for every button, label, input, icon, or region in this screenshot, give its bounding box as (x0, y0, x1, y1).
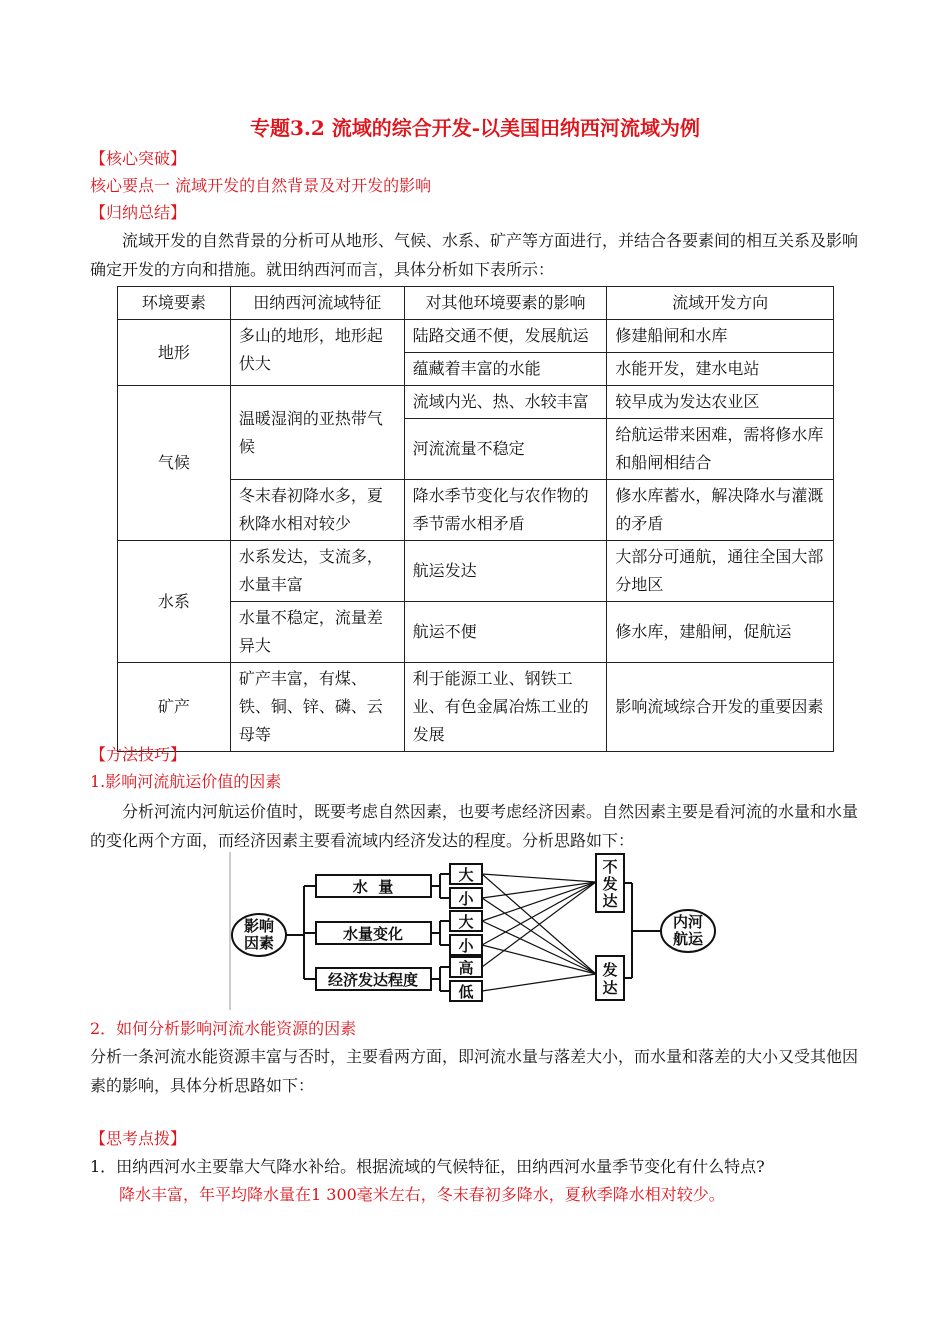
impact-cell: 利于能源工业、钢铁工业、有色金属冶炼工业的发展 (404, 663, 607, 752)
cross-connectors (482, 874, 596, 991)
feature-cell: 水系发达，支流多，水量丰富 (230, 541, 404, 602)
method-2-title: 2．如何分析影响河流水能资源的因素 (90, 1019, 357, 1038)
result-label: 达 (602, 892, 618, 910)
section-tag-method: 【方法技巧】 (90, 745, 187, 764)
section-tag-think: 【思考点拨】 (90, 1129, 187, 1148)
table-row (118, 386, 834, 419)
table-header: 对其他环境要素的影响 (404, 287, 607, 320)
element-cell: 地形 (118, 320, 231, 386)
key-point-heading: 核心要点一 流域开发的自然背景及对开发的影响 (90, 176, 432, 195)
level-label: 高 (458, 959, 474, 977)
feature-cell: 水量不稳定，流量差异大 (230, 602, 404, 663)
center-label-2: 因素 (243, 934, 275, 952)
direction-cell: 给航运带来困难，需将修水库和船闸相结合 (607, 419, 834, 480)
result-label: 发 (602, 875, 618, 893)
feature-cell: 冬末春初降水多，夏秋降水相对较少 (230, 480, 404, 541)
impact-cell: 降水季节变化与农作物的季节需水相矛盾 (404, 480, 607, 541)
method-1-title: 1.影响河流航运价值的因素 (90, 772, 282, 791)
table-header: 流域开发方向 (607, 287, 834, 320)
feature-cell: 矿产丰富，有煤、铁、铜、锌、磷、云母等 (230, 663, 404, 752)
table-row (118, 663, 834, 752)
question-1: 1．田纳西河水主要靠大气降水补给。根据流域的气候特征，田纳西河水量季节变化有什么特点? (90, 1157, 765, 1176)
level-label: 大 (458, 866, 474, 884)
impact-cell: 陆路交通不便，发展航运 (404, 320, 607, 353)
element-cell: 矿产 (118, 663, 231, 752)
impact-cell: 蕴藏着丰富的水能 (404, 353, 607, 386)
target-label-2: 航运 (672, 930, 704, 948)
method-2-paragraph: 分析一条河流水能资源丰富与否时，主要看两方面，即河流水量与落差大小，而水量和落差的大小又受其他因素的影响，具体分析思路如下： (90, 1047, 859, 1095)
level-label: 低 (458, 983, 474, 1001)
level-boxes (450, 864, 482, 1001)
element-cell: 水系 (118, 541, 231, 663)
table-header: 环境要素 (118, 287, 231, 320)
element-cell: 气候 (118, 386, 231, 541)
level-label: 小 (458, 937, 474, 955)
table-row (118, 320, 834, 353)
impact-cell: 航运发达 (404, 541, 607, 602)
direction-cell: 修水库，建船闸，促航运 (607, 602, 834, 663)
feature-cell: 温暖湿润的亚热带气候 (230, 386, 404, 480)
direction-cell: 大部分可通航，通往全国大部分地区 (607, 541, 834, 602)
answer-1: 降水丰富，年平均降水量在1 300毫米左右，冬末春初多降水，夏秋季降水相对较少。 (119, 1185, 725, 1204)
environment-table (117, 286, 834, 752)
section-tag-summary: 【归纳总结】 (90, 203, 187, 222)
factor-label: 水量变化 (342, 925, 404, 943)
level-label: 大 (458, 913, 474, 931)
direction-cell: 水能开发，建水电站 (607, 353, 834, 386)
result-label: 达 (602, 979, 618, 997)
direction-cell: 较早成为发达农业区 (607, 386, 834, 419)
direction-cell: 影响流域综合开发的重要因素 (607, 663, 834, 752)
summary-paragraph: 流域开发的自然背景的分析可从地形、气候、水系、矿产等方面进行，并结合各要素间的相互关系及影响确定开发的方向和措施。就田纳西河而言，具体分析如下表所示： (90, 231, 859, 279)
impact-cell: 航运不便 (404, 602, 607, 663)
method-1-paragraph: 分析河流内河航运价值时，既要考虑自然因素，也要考虑经济因素。自然因素主要是看河流的水量和水量的变化两个方面，而经济因素主要看流域内经济发达的程度。分析思路如下： (90, 802, 859, 850)
factor-label: 经济发达程度 (327, 971, 419, 989)
center-label-1: 影响 (243, 917, 275, 935)
factor-label: 水 量 (352, 878, 394, 896)
direction-cell: 修水库蓄水，解决降水与灌溉的矛盾 (607, 480, 834, 541)
result-label: 发 (602, 961, 618, 979)
section-tag-core: 【核心突破】 (90, 149, 187, 168)
table-header-row (118, 287, 834, 320)
page-title: 专题3.2 流域的综合开发-以美国田纳西河流域为例 (249, 116, 701, 140)
feature-cell: 多山的地形，地形起伏大 (230, 320, 404, 386)
level-label: 小 (458, 890, 474, 908)
table-row (118, 541, 834, 602)
target-connector (624, 883, 660, 978)
direction-cell: 修建船闸和水库 (607, 320, 834, 353)
impact-cell: 流域内光、热、水较丰富 (404, 386, 607, 419)
impact-cell: 河流流量不稳定 (404, 419, 607, 480)
target-label-1: 内河 (672, 913, 704, 931)
result-label: 不 (602, 858, 618, 876)
navigation-factor-diagram (228, 852, 728, 1010)
bracket-connectors (431, 874, 449, 991)
table-header: 田纳西河流域特征 (230, 287, 404, 320)
